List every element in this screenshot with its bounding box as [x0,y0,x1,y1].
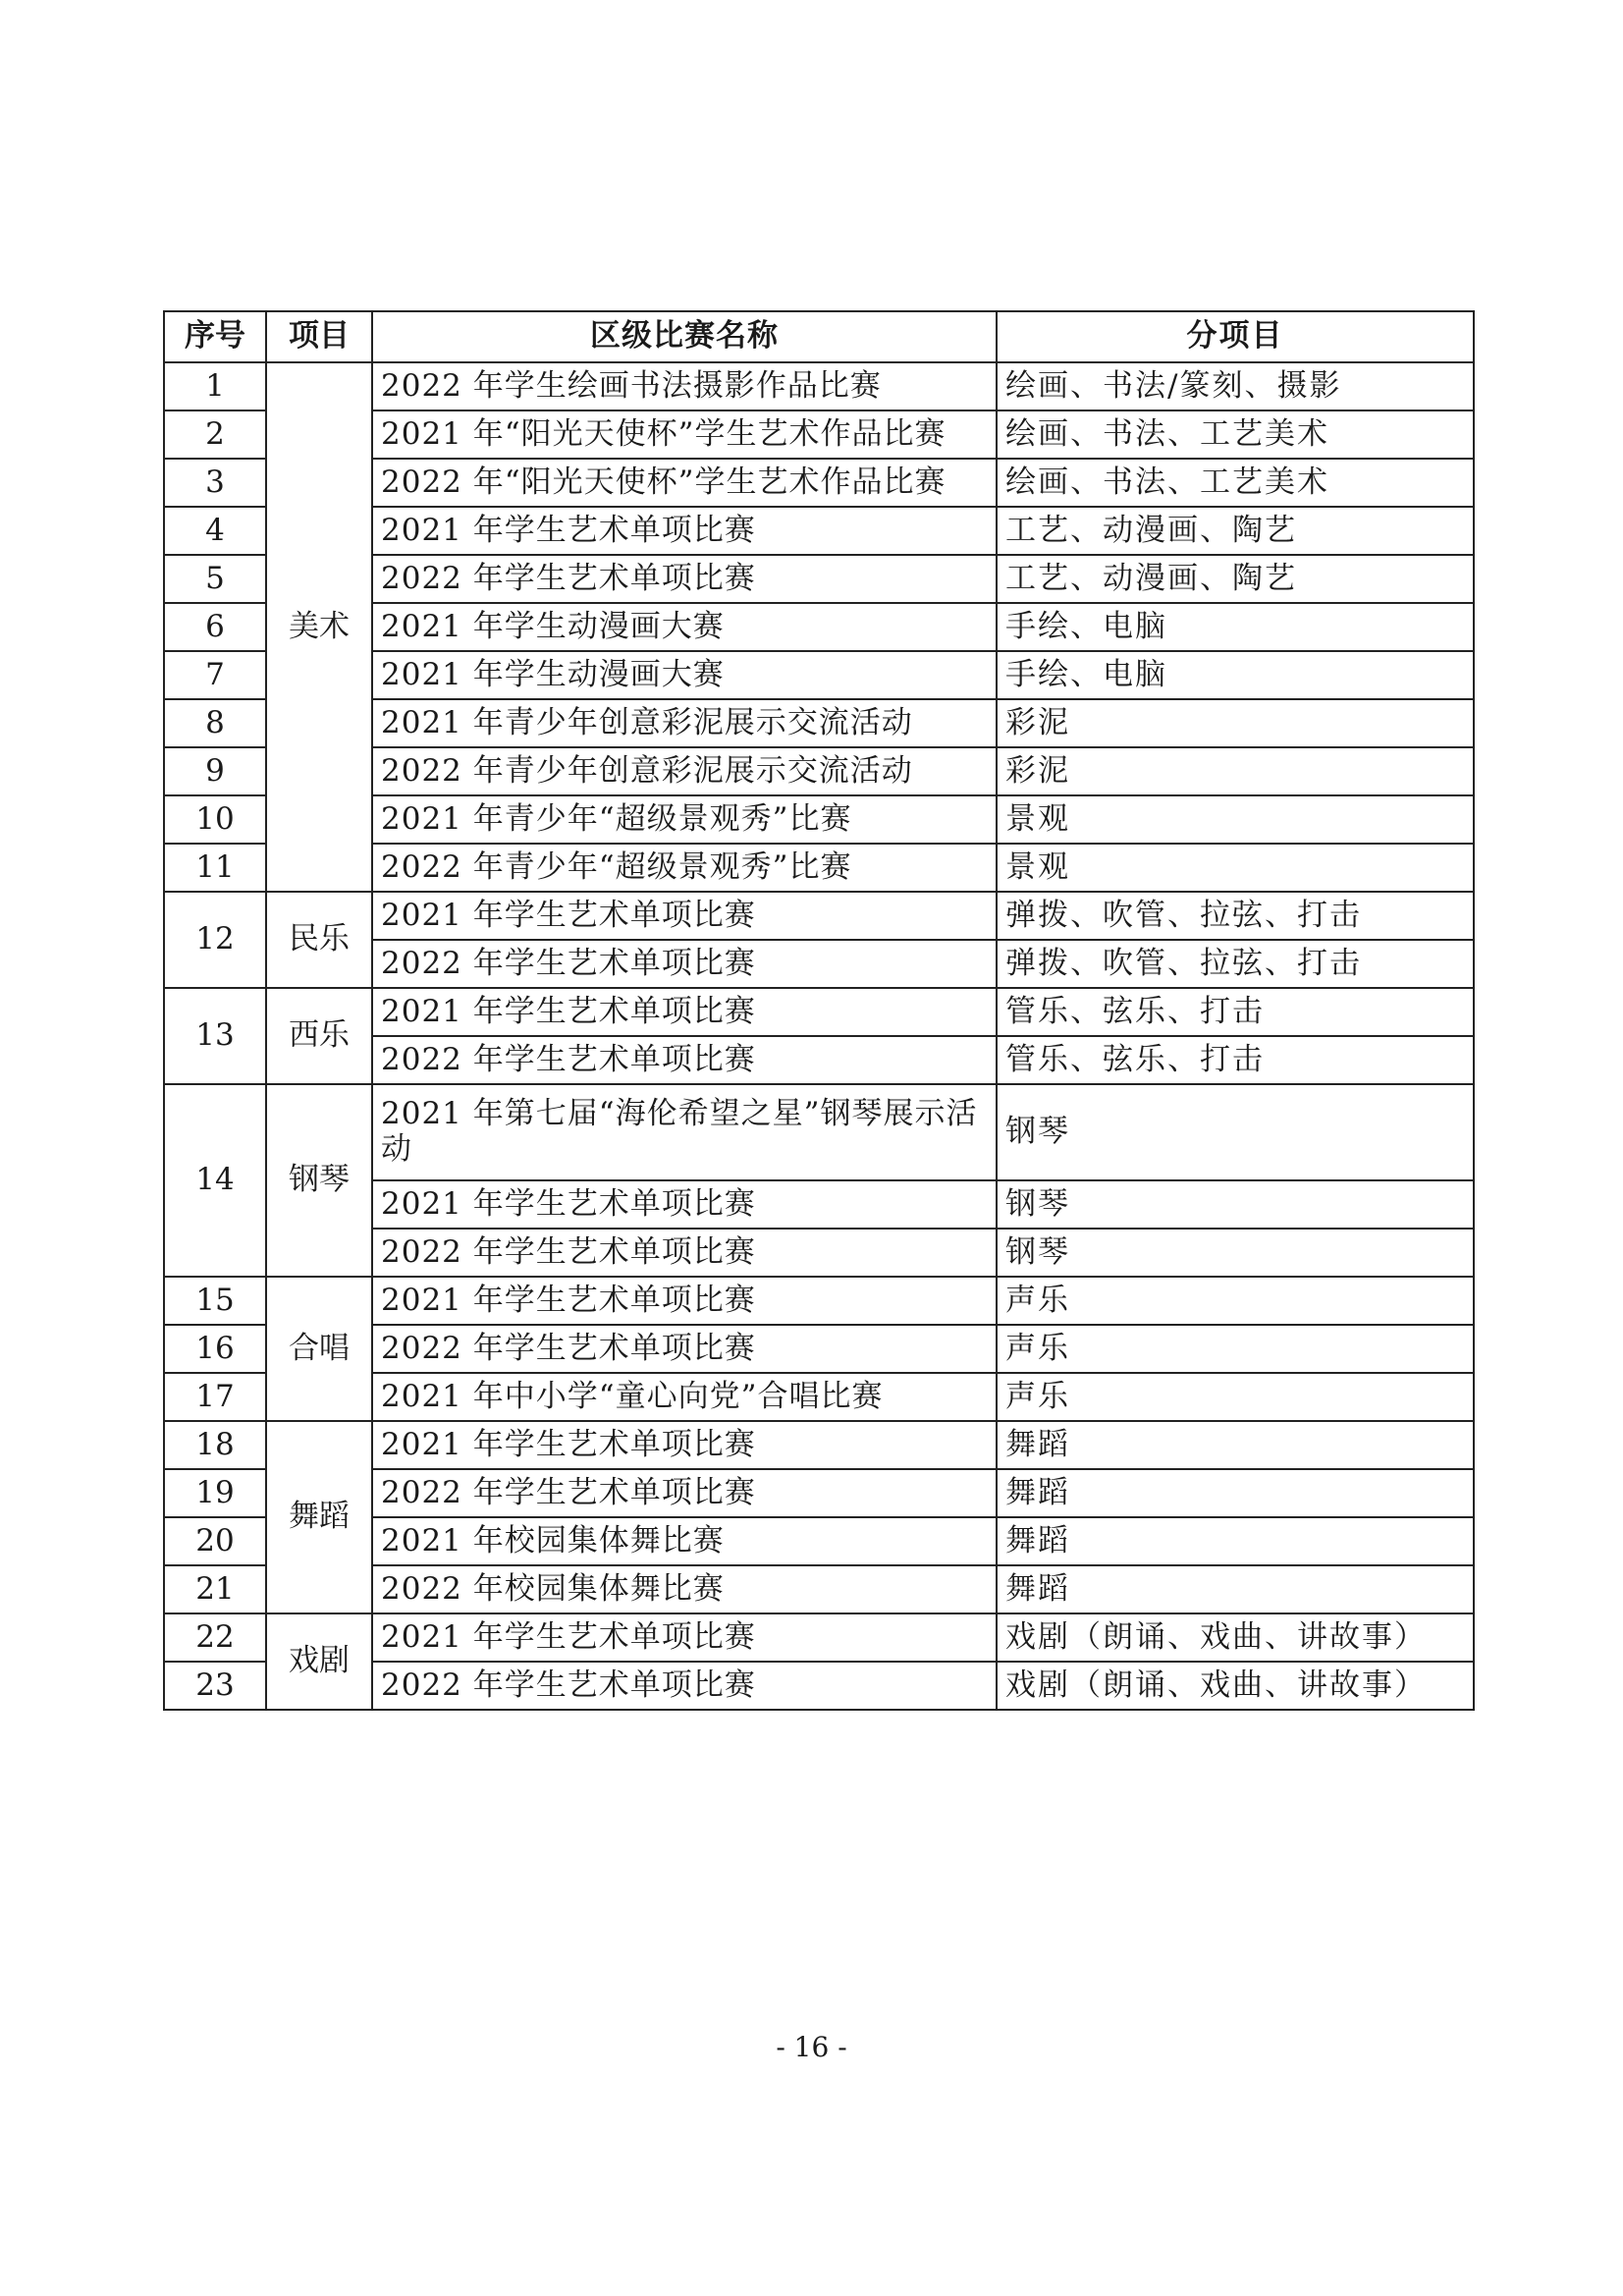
row-sub: 管乐、弦乐、打击 [997,988,1474,1036]
row-name: 2022 年学生绘画书法摄影作品比赛 [372,362,997,410]
row-seq: 22 [164,1613,266,1662]
row-name: 2021 年第七届“海伦希望之星”钢琴展示活动 [372,1084,997,1180]
row-seq: 9 [164,747,266,795]
row-sub: 管乐、弦乐、打击 [997,1036,1474,1084]
table-row [164,1421,1474,1469]
row-seq: 15 [164,1277,266,1325]
table-row [164,1084,1474,1180]
row-sub: 绘画、书法/篆刻、摄影 [997,362,1474,410]
row-name: 2021 年学生动漫画大赛 [372,603,997,651]
row-name: 2022 年学生艺术单项比赛 [372,1662,997,1710]
category-cell: 舞蹈 [266,1421,372,1613]
row-name: 2021 年青少年“超级景观秀”比赛 [372,795,997,844]
row-name: 2021 年学生艺术单项比赛 [372,1613,997,1662]
category-cell: 美术 [266,362,372,892]
row-seq: 14 [164,1084,266,1277]
row-name: 2021 年青少年创意彩泥展示交流活动 [372,699,997,747]
table-row [164,1613,1474,1662]
row-name: 2022 年“阳光天使杯”学生艺术作品比赛 [372,459,997,507]
row-sub: 声乐 [997,1373,1474,1421]
header-subitems: 分项目 [997,311,1474,362]
row-seq: 1 [164,362,266,410]
row-seq: 23 [164,1662,266,1710]
table-row [164,362,1474,410]
row-sub: 舞蹈 [997,1421,1474,1469]
row-seq: 19 [164,1469,266,1517]
row-sub: 手绘、电脑 [997,603,1474,651]
category-cell: 民乐 [266,892,372,988]
row-seq: 10 [164,795,266,844]
table-header-row [164,311,1474,362]
category-cell: 戏剧 [266,1613,372,1710]
row-sub: 钢琴 [997,1180,1474,1229]
row-sub: 彩泥 [997,699,1474,747]
row-name: 2021 年学生艺术单项比赛 [372,1421,997,1469]
row-name: 2021 年学生动漫画大赛 [372,651,997,699]
page-number: - 16 - [776,2031,847,2063]
row-name: 2021 年中小学“童心向党”合唱比赛 [372,1373,997,1421]
row-sub: 绘画、书法、工艺美术 [997,410,1474,459]
row-seq: 8 [164,699,266,747]
row-sub: 景观 [997,844,1474,892]
row-sub: 弹拨、吹管、拉弦、打击 [997,940,1474,988]
row-name: 2022 年学生艺术单项比赛 [372,1469,997,1517]
row-sub: 工艺、动漫画、陶艺 [997,507,1474,555]
row-seq: 5 [164,555,266,603]
row-sub: 手绘、电脑 [997,651,1474,699]
row-sub: 钢琴 [997,1229,1474,1277]
header-seq: 序号 [164,311,266,362]
row-name: 2022 年学生艺术单项比赛 [372,940,997,988]
row-sub: 声乐 [997,1277,1474,1325]
row-name: 2021 年学生艺术单项比赛 [372,892,997,940]
row-sub: 戏剧（朗诵、戏曲、讲故事） [997,1613,1474,1662]
row-name: 2022 年学生艺术单项比赛 [372,1325,997,1373]
row-seq: 18 [164,1421,266,1469]
row-seq: 16 [164,1325,266,1373]
row-sub: 声乐 [997,1325,1474,1373]
category-cell: 西乐 [266,988,372,1084]
row-seq: 20 [164,1517,266,1565]
row-sub: 弹拨、吹管、拉弦、打击 [997,892,1474,940]
row-name: 2022 年校园集体舞比赛 [372,1565,997,1613]
row-seq: 7 [164,651,266,699]
row-name: 2022 年青少年创意彩泥展示交流活动 [372,747,997,795]
header-category: 项目 [266,311,372,362]
category-cell: 合唱 [266,1277,372,1421]
row-seq: 21 [164,1565,266,1613]
row-name: 2022 年青少年“超级景观秀”比赛 [372,844,997,892]
row-sub: 绘画、书法、工艺美术 [997,459,1474,507]
row-name: 2021 年学生艺术单项比赛 [372,988,997,1036]
row-sub: 舞蹈 [997,1565,1474,1613]
competition-table [163,310,1475,1711]
row-seq: 2 [164,410,266,459]
row-name: 2021 年“阳光天使杯”学生艺术作品比赛 [372,410,997,459]
row-name: 2021 年学生艺术单项比赛 [372,1277,997,1325]
row-seq: 3 [164,459,266,507]
table-row [164,1277,1474,1325]
row-seq: 4 [164,507,266,555]
row-sub: 钢琴 [997,1084,1474,1180]
row-sub: 工艺、动漫画、陶艺 [997,555,1474,603]
row-sub: 舞蹈 [997,1469,1474,1517]
row-name: 2021 年学生艺术单项比赛 [372,507,997,555]
row-name: 2022 年学生艺术单项比赛 [372,1229,997,1277]
row-name: 2022 年学生艺术单项比赛 [372,1036,997,1084]
row-sub: 戏剧（朗诵、戏曲、讲故事） [997,1662,1474,1710]
row-sub: 舞蹈 [997,1517,1474,1565]
row-seq: 11 [164,844,266,892]
row-seq: 12 [164,892,266,988]
category-cell: 钢琴 [266,1084,372,1277]
row-seq: 13 [164,988,266,1084]
table-row [164,892,1474,940]
row-name: 2021 年校园集体舞比赛 [372,1517,997,1565]
row-seq: 6 [164,603,266,651]
row-name: 2021 年学生艺术单项比赛 [372,1180,997,1229]
row-seq: 17 [164,1373,266,1421]
header-competition-name: 区级比赛名称 [372,311,997,362]
row-sub: 景观 [997,795,1474,844]
row-name: 2022 年学生艺术单项比赛 [372,555,997,603]
table-row [164,988,1474,1036]
row-sub: 彩泥 [997,747,1474,795]
